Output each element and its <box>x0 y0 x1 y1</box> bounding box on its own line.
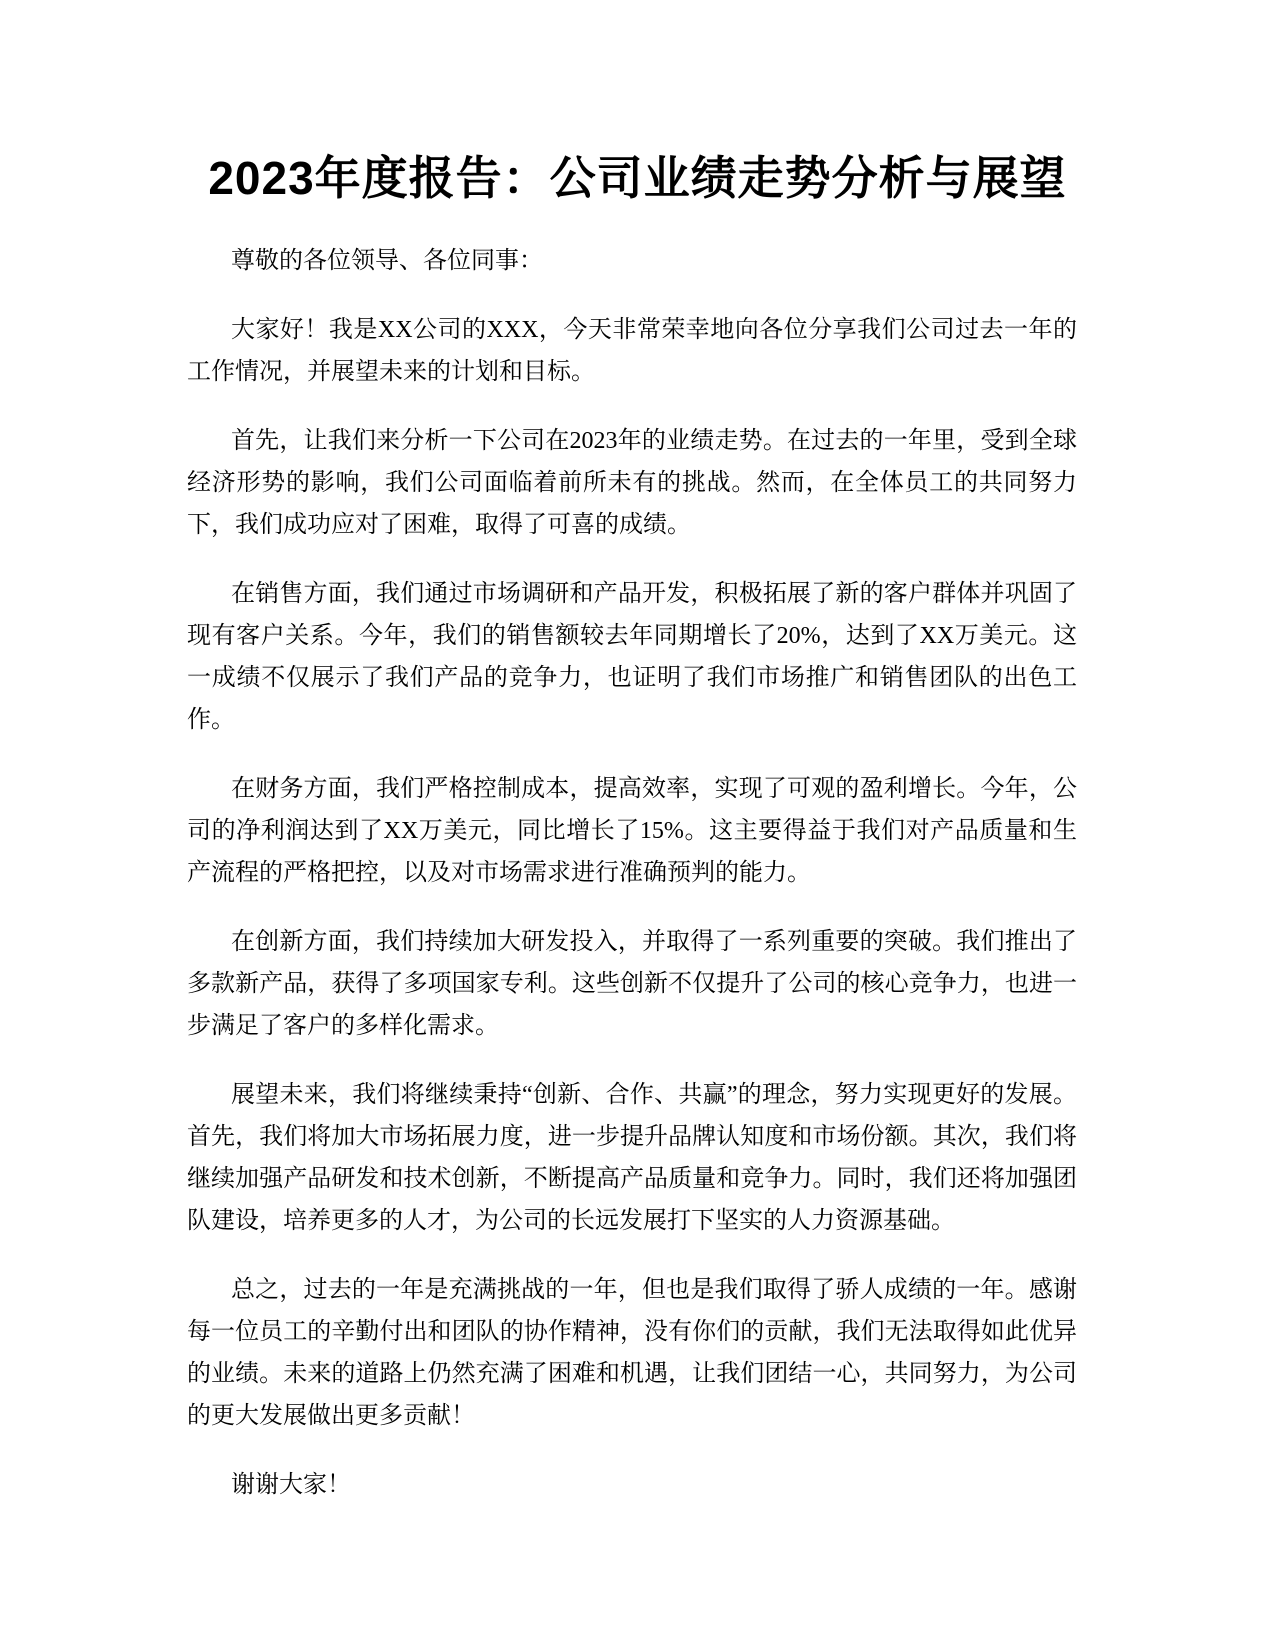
document-title: 2023年度报告：公司业绩走势分析与展望 <box>208 152 1067 204</box>
paragraph-overview: 首先，让我们来分析一下公司在2023年的业绩走势。在过去的一年里，受到全球经济形势的影响，我们公司面临着前所未有的挑战。然而，在全体员工的共同努力下，我们成功应对了困难，取得了可喜的成绩。 <box>187 428 1077 538</box>
document-body <box>187 240 1077 1533</box>
paragraph-closing: 谢谢大家！ <box>231 1472 351 1498</box>
paragraph-finance: 在财务方面，我们严格控制成本，提高效率，实现了可观的盈利增长。今年，公司的净利润达到了XX万美元，同比增长了15%。这主要得益于我们对产品质量和生产流程的严格把控，以及对市场需求进行准确预判的能力。 <box>187 776 1077 886</box>
paragraph-outlook: 展望未来，我们将继续秉持“创新、合作、共赢”的理念，努力实现更好的发展。首先，我们将加大市场拓展力度，进一步提升品牌认知度和市场份额。其次，我们将继续加强产品研发和技术创新，不断提高产品质量和竞争力。同时，我们还将加强团队建设，培养更多的人才，为公司的长远发展打下坚实的人力资源基础。 <box>187 1082 1077 1234</box>
paragraph-summary: 总之，过去的一年是充满挑战的一年，但也是我们取得了骄人成绩的一年。感谢每一位员工的辛勤付出和团队的协作精神，没有你们的贡献，我们无法取得如此优异的业绩。未来的道路上仍然充满了困难和机遇，让我们团结一心，共同努力，为公司的更大发展做出更多贡献！ <box>187 1277 1077 1429</box>
paragraph-innovation: 在创新方面，我们持续加大研发投入，并取得了一系列重要的突破。我们推出了多款新产品，获得了多项国家专利。这些创新不仅提升了公司的核心竞争力，也进一步满足了客户的多样化需求。 <box>187 929 1077 1039</box>
paragraph-greeting: 大家好！我是XX公司的XXX，今天非常荣幸地向各位分享我们公司过去一年的工作情况，并展望未来的计划和目标。 <box>187 317 1077 385</box>
paragraph-salutation: 尊敬的各位领导、各位同事： <box>231 248 543 274</box>
paragraph-sales: 在销售方面，我们通过市场调研和产品开发，积极拓展了新的客户群体并巩固了现有客户关系。今年，我们的销售额较去年同期增长了20%，达到了XX万美元。这一成绩不仅展示了我们产品的竞争力，也证明了我们市场推广和销售团队的出色工作。 <box>187 581 1077 733</box>
